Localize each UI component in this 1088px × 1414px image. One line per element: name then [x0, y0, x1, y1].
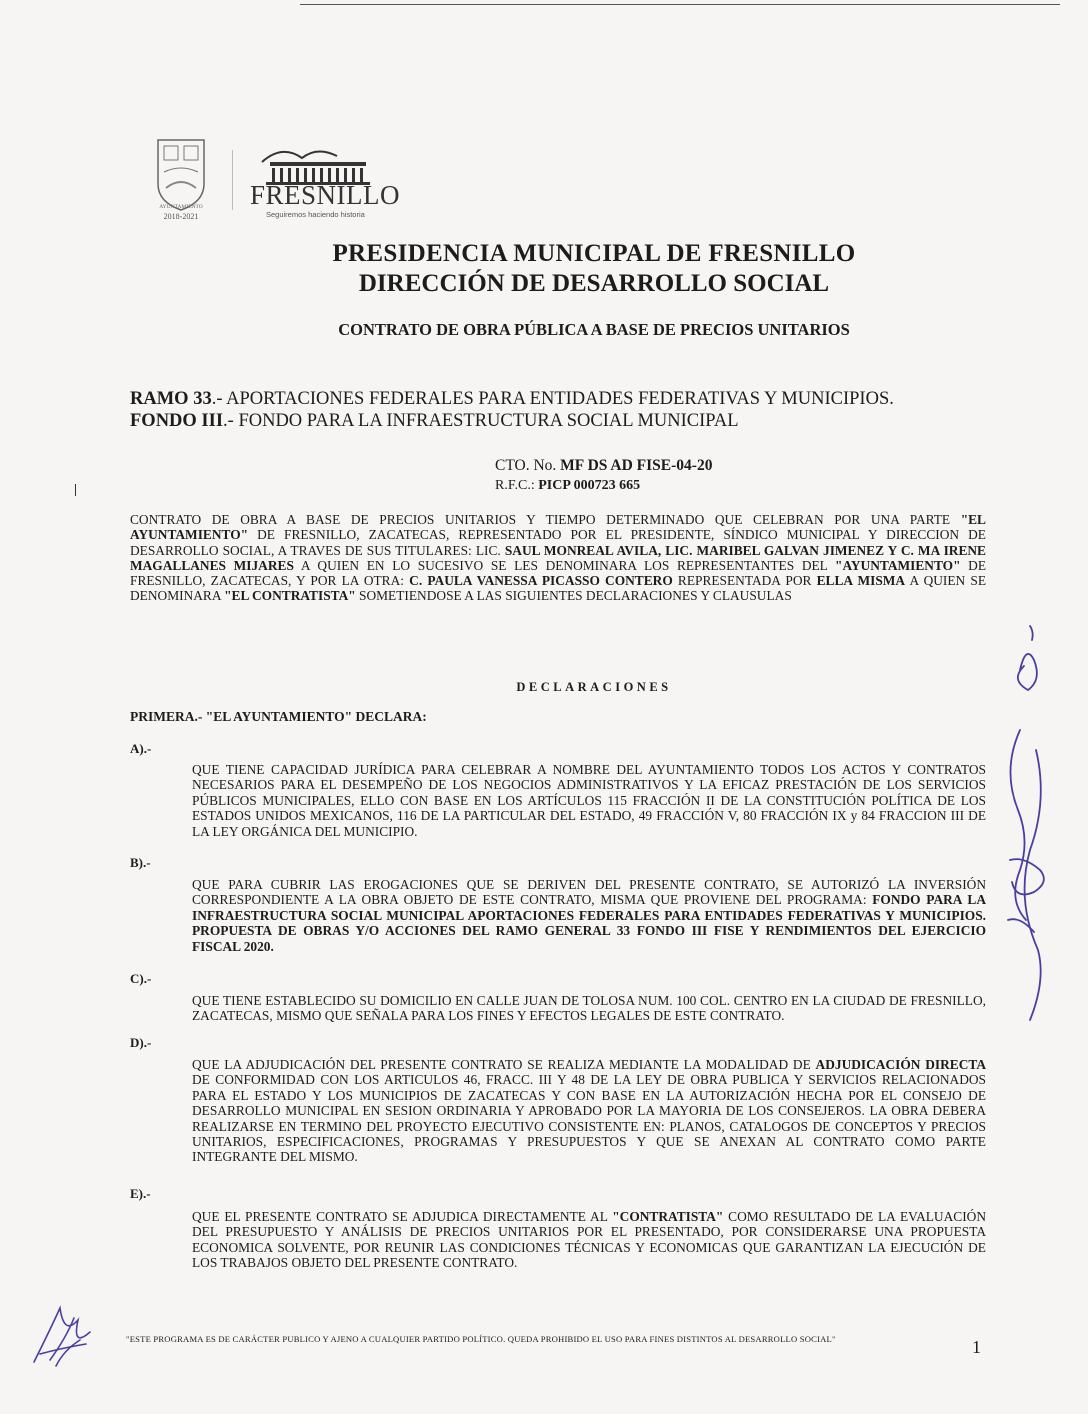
intro-text: A QUIEN SE DENOMINARA [130, 573, 987, 604]
intro-text: DE FRESNILLO, ZACATECAS, Y POR LA OTRA: [130, 557, 987, 589]
clause-text-e [192, 1209, 986, 1271]
clause-label-b: B).- [130, 855, 151, 870]
intro-bold: "AYUNTAMIENTO" [835, 557, 961, 573]
seal-label: AYUNTAMIENTO [159, 204, 203, 210]
fondo-label: FONDO III [130, 411, 224, 431]
fresnillo-logo [242, 140, 401, 220]
section-title-declaraciones: DECLARACIONES [516, 680, 672, 694]
ramo-text: .- APORTACIONES FEDERALES PARA ENTIDADES FEDERATIVAS Y MUNICIPIOS. [211, 389, 894, 409]
contract-id-block [495, 456, 712, 496]
fresnillo-tagline: Seguiremos haciendo historia [266, 210, 365, 219]
clause-b-bold: FONDO PARA LA INFRAESTRUCTURA SOCIAL MUNICIPAL APORTACIONES FEDERALES PARA ENTIDADES FEDERATIVAS Y MUNICIPIOS. PROPUESTA DE OBRAS Y/O ACCIONES DEL RAMO GENERAL 33 FONDO III FISE Y RENDIMIENTOS DEL EJERCICIO FISCAL 2020. [192, 892, 986, 954]
cto-number: MF DS AD FISE-04-20 [560, 457, 713, 474]
intro-bold: C. PAULA VANESSA PICASSO CONTERO [409, 573, 673, 589]
margin-mark [75, 484, 76, 496]
clause-label-c: C).- [130, 971, 152, 986]
clause-d-text: DE CONFORMIDAD CON LOS ARTICULOS 46, FRACC. III Y 48 DE LA LEY DE OBRA PUBLICA Y SERVICIOS RELACIONADOS PARA EL ESTADO Y LOS MUNICIPIOS DE ZACATECAS Y CON BASE EN LA AUTORIZACIÓN HECHA POR EL CONSEJO DE DESARROLLO MUNICIPAL EN SESION ORDINARIA Y APROBADO POR LA MAYORIA DE LOS CONSEJEROS. LA OBRA DEBERA REALIZARSE EN TERMINO DEL PROYECTO EJECUTIVO CONSISTENTE EN: PLANOS, CATALOGOS DE CONCEPTOS Y PRECIOS UNITARIOS, ESPECIFICACIONES, PROGRAMAS Y PRESUPUESTOS Y QUE SE ANEXAN AL CONTRATO COMO PARTE INTEGRANTE DEL MISMO. [192, 1072, 986, 1165]
intro-paragraph [130, 512, 986, 604]
clause-label-a: A).- [130, 741, 152, 756]
intro-text: REPRESENTADA POR [672, 573, 817, 589]
clause-e-text: COMO RESULTADO DE LA EVALUACIÓN DEL PRESUPUESTO Y ANÁLISIS DE PRECIOS UNITARIOS POR EL PRESENTADO, POR CONSIDERARSE UNA PROPUESTA ECONOMICA SOLVENTE, POR REUNIR LAS CONDICIONES TÉCNICAS Y ECONOMICAS QUE GARANTIZAN LA EJECUCIÓN DE LOS TRABAJOS OBJETO DEL PRESENTE CONTRATO. [192, 1209, 986, 1271]
clause-text-b [192, 877, 986, 954]
intro-text: SOMETIENDOSE A LAS SIGUIENTES DECLARACIONES Y CLAUSULAS [355, 588, 792, 604]
page-number: 1 [972, 1337, 981, 1357]
rfc-number: PICP 000723 665 [538, 478, 641, 493]
logo-divider [232, 150, 233, 210]
ramo-label: RAMO 33 [130, 389, 212, 409]
clause-text-c: QUE TIENE ESTABLECIDO SU DOMICILIO EN CALLE JUAN DE TOLOSA NUM. 100 COL. CENTRO EN LA CIUDAD DE FRESNILLO, ZACATECAS, MISMO QUE SEÑALA PARA LOS FINES Y EFECTOS LEGALES DE ESTE CONTRATO. [192, 993, 986, 1024]
ramo-line [130, 388, 894, 410]
clause-b-text: QUE PARA CUBRIR LAS EROGACIONES QUE SE DERIVEN DEL PRESENTE CONTRATO, SE AUTORIZÓ LA INVERSIÓN CORRESPONDIENTE A LA OBRA OBJETO DE ESTE CONTRATO, MISMA QUE PROVIENE DEL PROGRAMA: [192, 877, 986, 908]
fresnillo-wordmark: FRESNILLO [250, 180, 401, 210]
cto-prefix: CTO. No. [495, 457, 561, 474]
page-title-direccion: DIRECCIÓN DE DESARROLLO SOCIAL [358, 270, 830, 297]
footer-disclaimer: "ESTE PROGRAMA ES DE CARÁCTER PUBLICO Y AJENO A CUALQUIER PARTIDO POLÍTICO. QUEDA PROHIBIDO EL USO PARA FINES DISTINTOS AL DESARROLLO SOCIAL" [126, 1334, 836, 1344]
seal-years: 2018-2021 [163, 212, 199, 221]
contract-type-title: CONTRATO DE OBRA PÚBLICA A BASE DE PRECIOS UNITARIOS [338, 320, 850, 339]
clause-e-bold: "CONTRATISTA" [612, 1209, 724, 1224]
clause-e-text: QUE EL PRESENTE CONTRATO SE ADJUDICA DIRECTAMENTE AL [192, 1209, 613, 1224]
clause-d-bold: ADJUDICACIÓN DIRECTA [815, 1057, 986, 1072]
rfc-line [495, 476, 712, 496]
clause-text-a: QUE TIENE CAPACIDAD JURÍDICA PARA CELEBRAR A NOMBRE DEL AYUNTAMIENTO TODOS LOS ACTOS Y CONTRATOS NECESARIOS PARA EL DESEMPEÑO DE LOS NEGOCIOS ADMINISTRATIVOS Y LA EFICAZ PRESTACIÓN DE LOS SERVICIOS PÚBLICOS MUNICIPALES, ELLO CON BASE EN LOS ARTÍCULOS 115 FRACCIÓN II DE LA CONSTITUCIÓN POLÍTICA DE LOS ESTADOS UNIDOS MEXICANOS, 116 DE LA PARTICULAR DEL ESTADO, 49 FRACCIÓN V, 80 FRACCIÓN IX y 84 FRACCION III DE LA LEY ORGÁNICA DEL MUNICIPIO. [192, 762, 986, 839]
clause-label-e: E).- [130, 1186, 151, 1201]
intro-text: CONTRATO DE OBRA A BASE DE PRECIOS UNITARIOS Y TIEMPO DETERMINADO QUE CELEBRAN POR UNA PARTE [130, 512, 961, 527]
intro-bold: "EL CONTRATISTA" [224, 588, 356, 604]
intro-text: DE FRESNILLO, ZACATECAS, REPRESENTADO POR EL PRESIDENTE, SÍNDICO MUNICIPAL Y DIRECCION DE DESARROLLO SOCIAL, A TRAVES DE SUS TITULARES: LIC. [130, 527, 986, 558]
intro-bold: "EL AYUNTAMIENTO" [130, 512, 986, 543]
clause-text-d [192, 1057, 986, 1165]
contract-number-line [495, 456, 712, 476]
intro-bold: ELLA MISMA [816, 573, 906, 589]
fondo-text: .- FONDO PARA LA INFRAESTRUCTURA SOCIAL MUNICIPAL [223, 411, 739, 431]
intro-text: A QUIEN EN LO SUCESIVO SE LES DENOMINARA LOS REPRESENTANTES DEL [293, 557, 836, 573]
ayuntamiento-seal-logo [152, 136, 210, 228]
intro-bold: SAUL MONREAL AVILA, LIC. MARIBEL GALVAN JIMENEZ Y C. MA IRENE MAGALLANES MIJARES [130, 542, 986, 573]
fondo-line [130, 410, 894, 432]
clause-d-text: QUE LA ADJUDICACIÓN DEL PRESENTE CONTRATO SE REALIZA MEDIANTE LA MODALIDAD DE [192, 1057, 816, 1072]
rfc-prefix: R.F.C.: [495, 478, 539, 493]
handwritten-signature-bottom-left [20, 1290, 110, 1380]
scan-edge-line [300, 4, 1060, 5]
clause-label-d: D).- [130, 1035, 152, 1050]
primera-heading: PRIMERA.- "EL AYUNTAMIENTO" DECLARA: [130, 709, 427, 724]
ramo-fondo-block [130, 388, 894, 432]
page-title-presidencia: PRESIDENCIA MUNICIPAL DE FRESNILLO [332, 240, 856, 267]
